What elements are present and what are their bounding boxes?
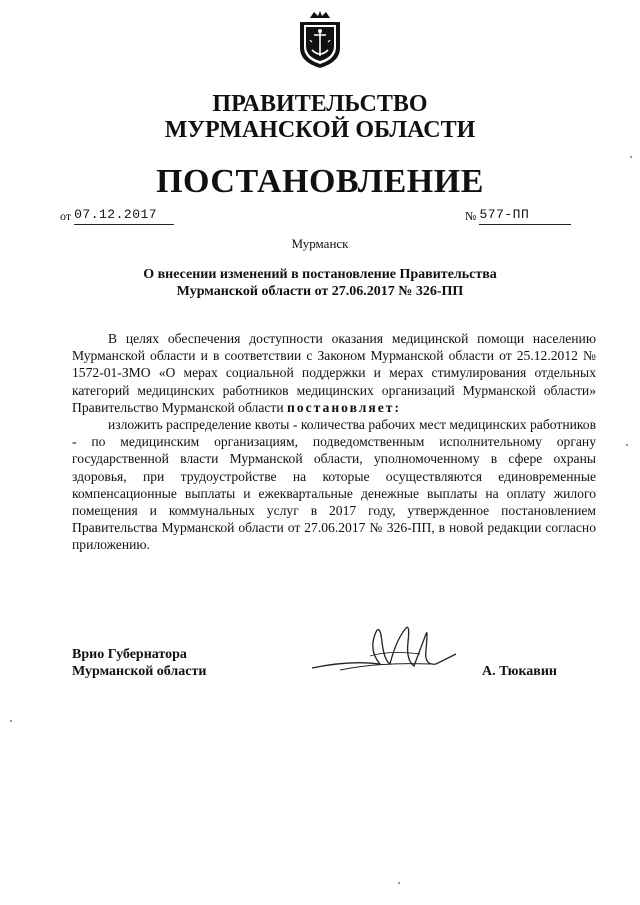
signature-icon	[310, 620, 460, 680]
document-date	[60, 206, 174, 225]
body-paragraph-1	[72, 330, 596, 416]
number-prefix: №	[465, 209, 477, 223]
resolution-keyword: постановляет:	[287, 399, 401, 415]
coat-of-arms-icon	[296, 10, 344, 70]
subject-line-1: О внесении изменений в постановление Правительства	[143, 267, 497, 282]
date-prefix: от	[60, 209, 72, 223]
scan-speck	[10, 720, 12, 722]
paragraph-1-text: В целях обеспечения доступности оказания медицинской помощи населению Мурманской области и в соответствии с Законом Мурманской области от 25.12.2012 № 1572-01-ЗМО «О мерах социальной поддержки и мерах стимулирования отдельных категорий медицинских работников медицинских организаций Мурманской области» Правительство Мурманской области	[72, 331, 596, 415]
body-paragraph-2: изложить распределение квоты - количества рабочих мест медицинских работников - по медицинским организациям, подведомственным исполнительному органу государственной власти Мурманской области, уполномоченному в сфере охраны здоровья, при трудоустройстве на которые осуществляются единовременные компенсационные выплаты и ежеквартальные денежные выплаты на оплату жилого помещения и коммунальных услуг в 2017 году, утвержденное постановлением Правительства Мурманской области от 27.06.2017 № 326-ПП, в новой редакции согласно приложению.	[72, 417, 596, 553]
city-name: Мурманск	[291, 236, 349, 251]
position-line-1: Врио Губернатора	[72, 647, 187, 662]
scan-speck	[398, 882, 400, 884]
signatory-position	[72, 646, 206, 680]
position-line-2: Мурманской области	[72, 664, 207, 679]
signatory-name: А. Тюкавин	[482, 664, 557, 679]
number-value: 577-ПП	[479, 206, 571, 225]
date-value: 07.12.2017	[74, 206, 174, 225]
subject-line-2: Мурманской области от 27.06.2017 № 326-ПП	[176, 284, 464, 299]
document-subject	[0, 266, 640, 300]
document-body	[72, 330, 596, 554]
document-type-title: ПОСТАНОВЛЕНИЕ	[156, 163, 484, 200]
scan-speck	[630, 156, 632, 158]
scan-speck	[626, 444, 628, 446]
document-number	[465, 206, 571, 225]
government-region: МУРМАНСКОЙ ОБЛАСТИ	[164, 117, 476, 143]
government-title: ПРАВИТЕЛЬСТВО	[212, 91, 428, 117]
